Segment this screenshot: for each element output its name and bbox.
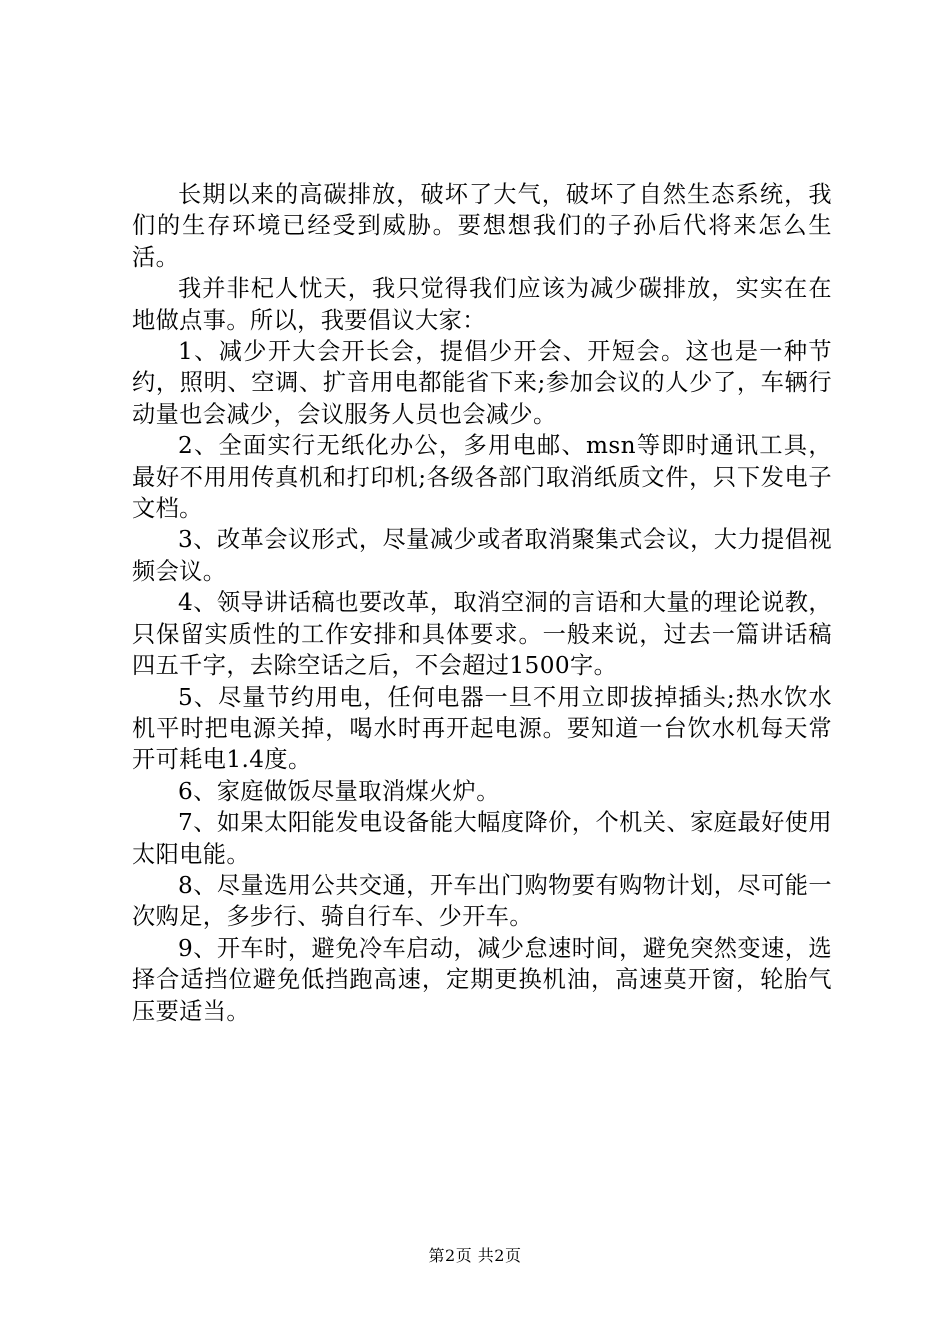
paragraph-item-7: 7、如果太阳能发电设备能大幅度降价，个机关、家庭最好使用太阳电能。 (132, 809, 832, 868)
paragraph-item-2: 2、全面实行无纸化办公，多用电邮、msn等即时通讯工具，最好不用用传真机和打印机;各级各部门取消纸质文件，只下发电子文档。 (132, 432, 832, 523)
paragraph-item-8: 8、尽量选用公共交通，开车出门购物要有购物计划，尽可能一次购足，多步行、骑自行车、少开车。 (132, 871, 832, 931)
paragraph-item-9: 9、开车时，避免冷车启动，减少怠速时间，避免突然变速，选择合适挡位避免低挡跑高速，定期更换机油，高速莫开窗，轮胎气压要适当。 (132, 934, 832, 1025)
paragraph-item-3: 3、改革会议形式，尽量减少或者取消聚集式会议，大力提倡视频会议。 (132, 526, 832, 585)
document-body (132, 179, 832, 1027)
paragraph-item-4: 4、领导讲话稿也要改革，取消空洞的言语和大量的理论说教，只保留实质性的工作安排和具体要求。一般来说，过去一篇讲话稿四五千字，去除空话之后，不会超过1500字。 (132, 589, 832, 680)
paragraph-item-6: 6、家庭做饭尽量取消煤火炉。 (178, 777, 500, 805)
paragraph-intro: 长期以来的高碳排放，破坏了大气，破坏了自然生态系统，我们的生存环境已经受到威胁。要想想我们的子孙后代将来怎么生活。 (132, 181, 832, 271)
page-number-label: 第2页 共2页 (428, 1246, 522, 1265)
paragraph-item-5: 5、尽量节约用电，任何电器一旦不用立即拔掉插头;热水饮水机平时把电源关掉，喝水时再开起电源。要知道一台饮水机每天常开可耗电1.4度。 (132, 683, 832, 774)
paragraph-item-1: 1、减少开大会开长会，提倡少开会、开短会。这也是一种节约，照明、空调、扩音用电都能省下来;参加会议的人少了，车辆行动量也会减少，会议服务人员也会减少。 (132, 338, 832, 428)
paragraph-proposal: 我并非杞人忧天，我只觉得我们应该为减少碳排放，实实在在地做点事。所以，我要倡议大家： (132, 275, 832, 334)
page-footer (0, 1246, 950, 1266)
